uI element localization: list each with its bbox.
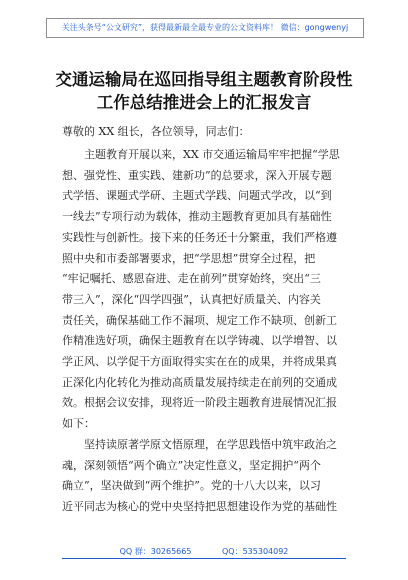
body-line: 带三入”，深化“四学四强”，认真把好质量关、内容关 xyxy=(62,292,321,306)
body-line: 学正风、以学促干方面取得实实在在的成果，并将成果真 xyxy=(62,355,337,368)
body-line: 照中央和市委部署要求，把“学思想”贯穿全过程，把 xyxy=(62,251,316,265)
header-banner[interactable]: 关注头条号“公文研究”，获得最新最全最专业的公文资料库！ 微信：gongwenyj xyxy=(46,18,364,38)
body-line: 作精准选好项，确保主题教育在以学铸魂、以学增智、以 xyxy=(62,334,337,348)
body-line: 近平同志为核心的党中央坚持把思想建设作为党的基础性 xyxy=(62,499,337,513)
footer-contacts xyxy=(0,546,408,557)
body-line: 确立”，坚决做到“两个维护”。党的十八大以来，以习 xyxy=(62,479,321,493)
document-title-line-1: 交通运输局在巡回指导组主题教育阶段性 xyxy=(55,70,353,89)
footer-divider xyxy=(62,558,346,559)
body-line: “牢记嘱托、感恩奋进、走在前列”贯穿始终，突出“三 xyxy=(62,272,321,286)
body-line: 责任关，确保基础工作不漏项、规定工作不缺项、创新工 xyxy=(62,313,337,327)
body-line: 效。根据会议安排，现将近一阶段主题教育进展情况汇报 xyxy=(62,396,337,410)
salutation: 尊敬的 XX 组长，各位领导，同志们： xyxy=(62,125,250,138)
body-line: 一线去”专项行动为载体，推动主题教育更加具有基础性 xyxy=(62,210,332,224)
document-title-line-2: 工作总结推进会上的汇报发言 xyxy=(96,93,312,112)
body-line: 如下： xyxy=(62,417,95,431)
body-line: 实践性与创新性。接下来的任务还十分繁重，我们严格遵 xyxy=(62,230,337,244)
body-line: 式学悟、课题式学研、主题式学践、问题式学改，以“到 xyxy=(62,189,332,203)
body-line: 正深化内化转化为推动高质量发展持续走在前列的交通成 xyxy=(62,375,337,389)
body-line: 主题教育开展以来，XX 市交通运输局牢牢把握“学思 xyxy=(62,148,340,161)
body-line: 想、强党性、重实践、建新功”的总要求，深入开展专题 xyxy=(62,168,332,182)
footer-qq-group[interactable]: QQ 群：30265665 xyxy=(119,547,192,556)
body-line: 魂，深刻领悟“两个确立”决定性意义，坚定拥护“两个 xyxy=(62,458,321,472)
footer-qq[interactable]: QQ：535304092 xyxy=(222,547,289,556)
body-line: 坚持读原著学原文悟原理，在学思践悟中筑牢政治之 xyxy=(62,437,337,451)
